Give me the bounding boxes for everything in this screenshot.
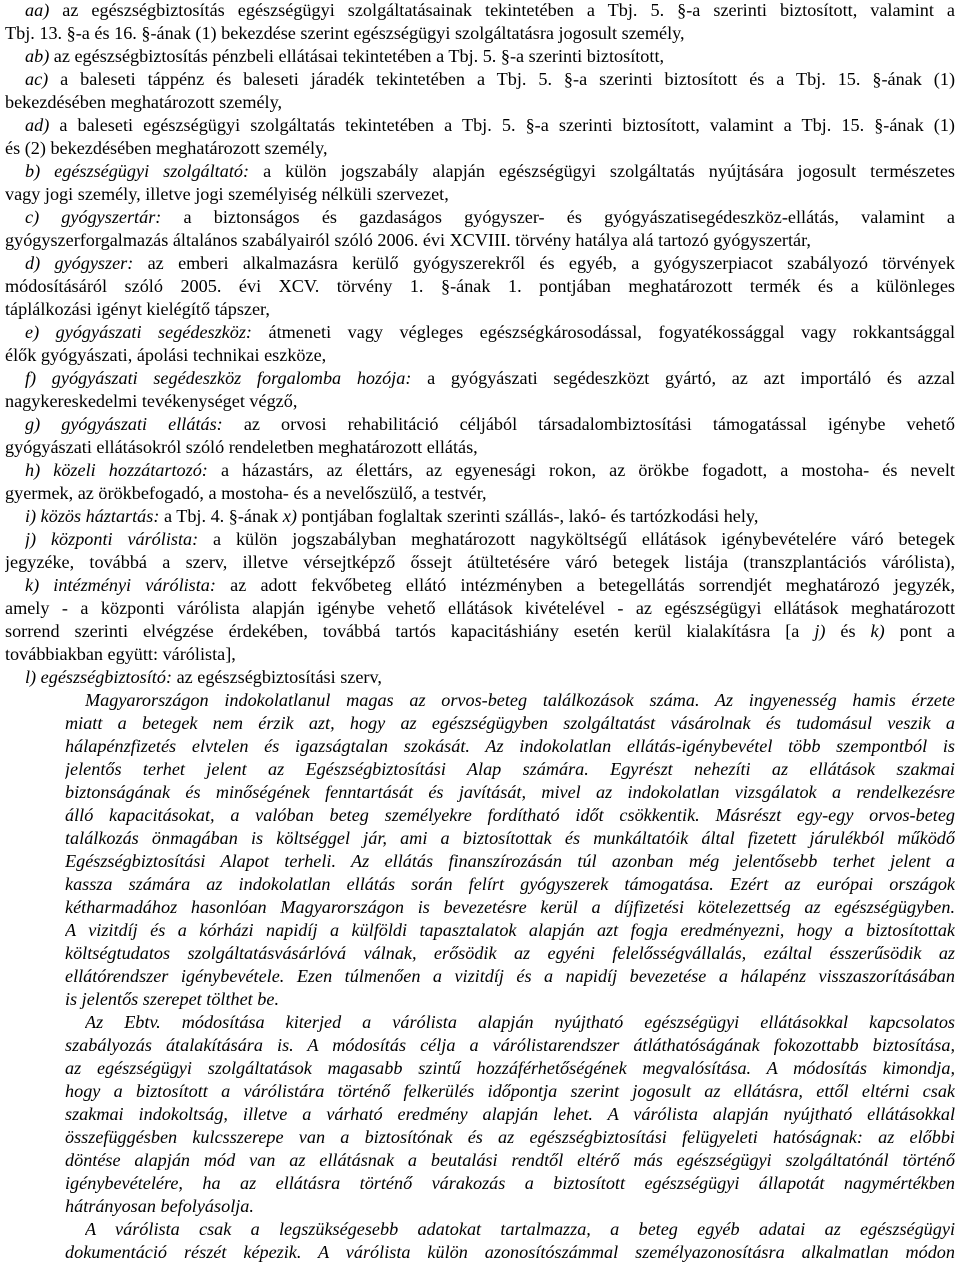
definition-line — [25, 113, 955, 138]
item-text: az adott fekvőbeteg ellátó intézményben a betegellátás sorrendjét meghatározó jegyzék, — [215, 575, 955, 595]
item-text: továbbiakban együtt: várólista], — [5, 644, 236, 664]
commentary-line: találkozás önmagában is költséggel jár, ami a biztosítottak és munkáltatóik által fizetett járulékból működő — [65, 828, 955, 848]
commentary-line: biztonságának és minőségének fenntartását és javítását, mivel az indokolatlan vizsgálatok a rendelkezésre — [65, 782, 955, 802]
item-text: gyermek, az örökbefogadó, a mostoha- és a nevelőszülő, a testvér, — [5, 483, 487, 503]
item-text: jegyzéke, továbbá a szerv, illetve vérsejtképző őssejt átültetésére váró betegek listája (transzplantációs várólista), — [5, 552, 955, 572]
item-text: az egészségbiztosítás egészségügyi szolgáltatásainak tekintetében a Tbj. 5. §-a szerinti biztosított, valamint a — [49, 0, 955, 20]
item-ref: k) — [870, 621, 885, 641]
commentary-line: kassza számára az indokolatlan ellátás során felírt gyógyszerek támogatása. Ezért az európai országok — [65, 874, 955, 894]
definition-line — [25, 665, 955, 690]
item-label: e) gyógyászati segédeszköz: — [25, 322, 252, 342]
commentary-line: költségtudatos szolgáltatásvásárlóvá válnak, erősödik az egyéni felelősségvállalás, ezáltal ésszerűsödik az — [65, 943, 955, 963]
definition-line — [5, 619, 955, 644]
item-text: gyógyszerforgalmazás általános szabályairól szóló 2006. évi XCVIII. törvény hatálya alá tartozó gyógyszertár, — [5, 230, 811, 250]
definition-line — [25, 412, 955, 437]
commentary-line: miatt a betegek nem érzik azt, hogy az egészségügyben szolgáltatást vásárolnak és tudomásul veszik a — [65, 713, 955, 733]
item-label: aa) — [25, 0, 50, 20]
definition-line — [5, 596, 955, 621]
definition-line — [5, 481, 955, 506]
commentary-line: A vizitdíj és a kórházi napidíj a külföldi tapasztalatok alapján azt fogja eredményezni, hogy a biztosítottak — [65, 920, 955, 940]
definition-line — [25, 0, 955, 23]
commentary-line: összefüggésben kulcsszerepe van a biztosítónak és az egészségbiztosítási felügyeleti hatóságnak: az előbbi — [65, 1127, 955, 1147]
definition-line — [25, 44, 955, 69]
item-text: gyógyászati ellátásokról szóló rendeletben meghatározott ellátás, — [5, 437, 478, 457]
definition-line — [25, 320, 955, 345]
definition-line — [25, 205, 955, 230]
item-text: az orvosi rehabilitáció céljából társadalombiztosítási támogatással igénybe vehető — [222, 414, 955, 434]
item-label: l) egészségbiztosító: — [25, 667, 173, 687]
item-label: j) központi várólista: — [25, 529, 199, 549]
item-label: ad) — [25, 115, 50, 135]
definition-line — [25, 527, 955, 552]
definition-line — [25, 458, 955, 483]
item-text: vagy jogi személy, illetve jogi személyiség nélküli szervezet, — [5, 184, 449, 204]
commentary-line: A várólista csak a legszükségesebb adatokat tartalmazza, a beteg egyéb adatai az egészségügyi — [85, 1219, 955, 1239]
item-label: ab) — [25, 46, 50, 66]
item-label: d) gyógyszer: — [25, 253, 134, 273]
item-text: átmeneti vagy végleges egészségkárosodással, fogyatékossággal vagy rokkantsággal — [252, 322, 955, 342]
commentary-line: kétharmadához hasonlóan Magyarországon is bevezetésre kerül a díjfizetési kötelezettség az egészségügyben. — [65, 897, 955, 917]
item-text: pontjában foglaltak szerinti szállás-, lakó- és tartózkodási hely, — [296, 506, 759, 526]
item-label: h) közeli hozzátartozó: — [25, 460, 208, 480]
item-text: és — [825, 621, 871, 641]
definition-line — [5, 642, 955, 667]
definition-line — [5, 21, 955, 46]
item-text: a Tbj. 4. §-ának — [159, 506, 283, 526]
commentary-line: álló kapacitásokat, a valóban beteg személyekre fordítható időt csökkentik. Másrészt egy-egy orvos-beteg — [65, 805, 955, 825]
commentary-line: az egészségügyi szolgáltatások magasabb szintű hozzáférhetőségének megvalósítása. A módosítás kimondja, — [65, 1058, 955, 1078]
commentary-line: Egészségbiztosítási Alapot terheli. Az ellátás finanszírozásán túl azonban még jelentősebb terhet jelent a — [65, 851, 955, 871]
item-text: a házastárs, az élettárs, az egyenesági rokon, az örökbe fogadott, a mostoha- és nevelt — [207, 460, 955, 480]
definition-line — [5, 136, 955, 161]
item-text: a baleseti táppénz és baleseti járadék tekintetében a Tbj. 5. §-a szerinti biztosított és a Tbj. 15. §-ának (1) — [48, 69, 955, 89]
definition-line — [5, 228, 955, 253]
commentary-line: Magyarországon indokolatlanul magas az orvos-beteg találkozások száma. Az ingyenesség hamis érzete — [85, 690, 955, 710]
item-text: élők gyógyászati, ápolási technikai eszköze, — [5, 345, 327, 365]
definition-line — [25, 573, 955, 598]
commentary-line: is jelentős szerepet tölthet be. — [65, 989, 279, 1009]
item-ref: x) — [282, 506, 297, 526]
item-text: a külön jogszabály alapján egészségügyi szolgáltatás nyújtására jogosult természetes — [249, 161, 955, 181]
item-text: az emberi alkalmazásra kerülő gyógyszerekről és egyéb, a gyógyszerpiacot szabályozó törvények — [133, 253, 955, 273]
item-text: Tbj. 13. §-a és 16. §-ának (1) bekezdése szerint egészségügyi szolgáltatásra jogosult személy, — [5, 23, 685, 43]
definition-line — [5, 435, 955, 460]
definition-line — [25, 67, 955, 92]
item-label: i) közös háztartás: — [25, 506, 160, 526]
definition-line — [5, 90, 955, 115]
item-text: az egészségbiztosítás pénzbeli ellátásai tekintetében a Tbj. 5. §-a szerinti biztosított, — [49, 46, 665, 66]
commentary-line: hátrányosan befolyásolja. — [65, 1196, 254, 1216]
item-text: táplálkozási igényt kielégítő tápszer, — [5, 299, 270, 319]
commentary-line: hogy a biztosított a várólistára történő felkerülés időpontja szerint jogosult az ellátásra, ettől eltérni csak — [65, 1081, 955, 1101]
item-text: a külön jogszabályban meghatározott nagyköltségű ellátások igénybevételére váró betegek — [198, 529, 955, 549]
definition-line — [5, 343, 955, 368]
item-text: a biztonságos és gazdaságos gyógyszer- és gyógyászatisegédeszköz-ellátás, valamint a — [161, 207, 955, 227]
item-label: g) gyógyászati ellátás: — [25, 414, 223, 434]
item-text: a baleseti egészségügyi szolgáltatás tekintetében a Tbj. 5. §-a szerinti biztosított, valamint a Tbj. 15. §-ának (1) — [49, 115, 955, 135]
definition-line — [25, 251, 955, 276]
item-label: k) intézményi várólista: — [25, 575, 216, 595]
definition-line — [5, 297, 955, 322]
definition-line — [25, 366, 955, 391]
definition-line — [5, 274, 955, 299]
commentary-line: szakmai indokoltság, illetve a várható eredmény alapján lehet. A várólista alapján nyújtható ellátásokkal — [65, 1104, 955, 1124]
commentary-line: Az Ebtv. módosítása kiterjed a várólista alapján nyújtható egészségügyi ellátásokkal kapcsolatos — [85, 1012, 955, 1032]
item-label: ac) — [25, 69, 49, 89]
commentary-line: igénybevételére, ha az ellátásra történő várakozás a biztosított egészségügyi állapotát nagymértékben — [65, 1173, 955, 1193]
item-ref: j) — [814, 621, 826, 641]
commentary-line: döntése alapján mód van az ellátásnak a beutalási rendtől eltérő más egészségügyi szolgáltatónál történő — [65, 1150, 955, 1170]
item-text: bekezdésében meghatározott személy, — [5, 92, 283, 112]
item-text: és (2) bekezdésében meghatározott személy, — [5, 138, 328, 158]
definition-line — [25, 504, 955, 529]
commentary-line: jelentős terhet jelent az Egészségbiztosítási Alap számára. Egyrészt nehezíti az ellátások szakmai — [65, 759, 955, 779]
item-text: nagykereskedelmi tevékenységet végző, — [5, 391, 298, 411]
item-text: pont a — [884, 621, 955, 641]
item-text: a gyógyászati segédeszközt gyártó, az azt importáló és azzal — [411, 368, 955, 388]
commentary-line: ellátórendszer igénybevétele. Ezen túlmenően a vizitdíj és a napidíj bevezetése a hálapénz visszaszorításában — [65, 966, 955, 986]
definition-line — [25, 159, 955, 184]
item-text: az egészségbiztosítási szerv, — [172, 667, 382, 687]
item-label: f) gyógyászati segédeszköz forgalomba hozója: — [25, 368, 412, 388]
commentary-line: szabályozás átalakítására is. A módosítás célja a várólistarendszer átláthatóságának fokozottabb biztosítása, — [65, 1035, 955, 1055]
item-label: c) gyógyszertár: — [25, 207, 162, 227]
item-text: amely - a központi várólista alapján igénybe vehető ellátások kivételével - az egészségügyi ellátások meghatározott — [5, 598, 955, 618]
definition-line — [5, 389, 955, 414]
item-text: módosításáról szóló 2005. évi XCV. törvény 1. §-ának 1. pontjában meghatározott termék és a különleges — [5, 276, 955, 296]
commentary-line: hálapénzfizetés elvtelen és igazságtalan szokását. Az indokolatlan ellátás-igénybevétel több szempontból is — [65, 736, 955, 756]
commentary-line: dokumentáció részét képezik. A várólista külön azonosítószámmal személyazonosításra alkalmatlan módon — [65, 1242, 955, 1262]
definition-line — [5, 550, 955, 575]
item-text: sorrend szerinti elvégzése érdekében, továbbá tartós kapacitáshiány esetén kerül kialakításra [a — [5, 621, 815, 641]
definition-line — [5, 182, 955, 207]
item-label: b) egészségügyi szolgáltató: — [25, 161, 250, 181]
